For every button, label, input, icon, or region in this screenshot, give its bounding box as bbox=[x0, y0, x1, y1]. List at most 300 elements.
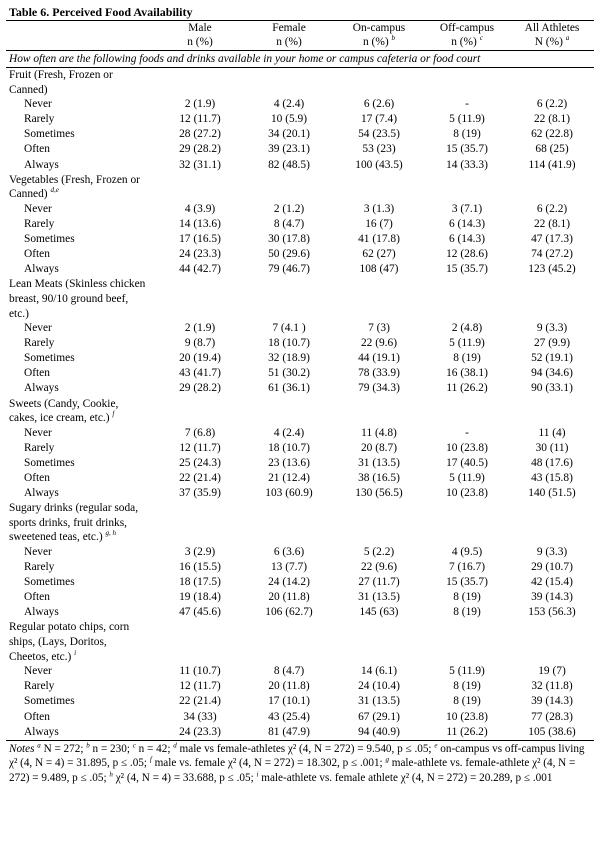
value-cell: 130 (56.5) bbox=[355, 487, 403, 500]
table-row bbox=[6, 664, 594, 679]
frequency-label: Never bbox=[24, 202, 52, 215]
value-cell: 105 (38.6) bbox=[510, 725, 594, 741]
value-cell: 103 (60.9) bbox=[265, 487, 313, 500]
table-row bbox=[6, 679, 594, 694]
value-cell: 22 (9.6) bbox=[360, 337, 398, 350]
value-cell: 39 (14.3) bbox=[531, 695, 573, 708]
value-cell: 24 (10.4) bbox=[358, 680, 400, 693]
value-cell: 21 (12.4) bbox=[268, 472, 310, 485]
note-text: on-campus vs off-campus living χ² (4, N = 4) = 31.895, p ≤ .05; bbox=[9, 742, 585, 770]
category-label bbox=[6, 68, 156, 98]
value-cell: 5 (11.9) bbox=[449, 337, 485, 350]
value-cell: 54 (23.5) bbox=[358, 128, 400, 141]
value-cell: 29 (10.7) bbox=[531, 561, 573, 574]
empty-cell bbox=[156, 277, 244, 321]
value-cell: 94 (40.9) bbox=[334, 725, 424, 741]
value-cell: 38 (16.5) bbox=[358, 472, 400, 485]
table-row bbox=[6, 590, 594, 605]
value-cell: 10 (23.8) bbox=[446, 441, 488, 454]
table-row bbox=[6, 202, 594, 217]
table-row bbox=[6, 471, 594, 486]
value-cell: 44 (19.1) bbox=[358, 352, 400, 365]
value-cell: 19 (7) bbox=[538, 665, 566, 678]
value-cell: 11 (4) bbox=[538, 426, 566, 439]
value-cell: 43 (41.7) bbox=[179, 367, 221, 380]
category-text: Sweets (Candy, Cookie, cakes, ice cream, etc.) bbox=[9, 397, 119, 425]
category-footnote-mark: g, h bbox=[105, 529, 116, 538]
table-notes bbox=[6, 741, 594, 786]
column-header-footnote-mark: b bbox=[391, 34, 395, 43]
value-cell: 114 (41.9) bbox=[528, 158, 576, 171]
table-header bbox=[6, 21, 594, 68]
column-header-footnote-mark: c bbox=[479, 34, 483, 43]
empty-cell bbox=[510, 68, 594, 98]
note-footnote-mark: c bbox=[132, 740, 136, 749]
value-cell: 20 (11.8) bbox=[268, 591, 310, 604]
table-row bbox=[6, 217, 594, 232]
frequency-label: Rarely bbox=[24, 441, 55, 454]
frequency-label: Often bbox=[24, 367, 50, 380]
value-cell: 3 (2.9) bbox=[184, 546, 216, 558]
value-cell: 8 (19) bbox=[453, 606, 481, 619]
value-cell: 24 (23.3) bbox=[156, 725, 244, 741]
note-footnote-mark: e bbox=[434, 740, 438, 749]
value-cell: 22 (21.4) bbox=[179, 695, 221, 708]
value-cell: 22 (8.1) bbox=[533, 217, 571, 230]
value-cell: 3 (7.1) bbox=[451, 202, 483, 215]
value-cell: - bbox=[465, 426, 469, 439]
note-text: χ² (4, N = 4) = 33.688, p ≤ .05; bbox=[112, 771, 257, 784]
value-cell: 22 (21.4) bbox=[179, 472, 221, 485]
value-cell: 27 (9.9) bbox=[533, 337, 571, 350]
value-cell: 9 (3.3) bbox=[536, 546, 568, 558]
value-cell: 62 (22.8) bbox=[531, 128, 573, 141]
value-cell: 140 (51.5) bbox=[528, 487, 576, 500]
value-cell: 20 (11.8) bbox=[268, 680, 310, 693]
value-cell: 39 (14.3) bbox=[531, 591, 573, 604]
notes-lead: Notes bbox=[9, 742, 35, 755]
value-cell: 15 (35.7) bbox=[446, 263, 488, 276]
category-row bbox=[6, 68, 594, 98]
column-header-unit: n (%) bbox=[363, 36, 389, 48]
category-footnote-mark: f bbox=[112, 410, 115, 419]
value-cell: 30 (17.8) bbox=[268, 233, 310, 246]
value-cell: 2 (1.9) bbox=[184, 98, 216, 111]
value-cell: 5 (11.9) bbox=[449, 665, 485, 678]
value-cell: 8 (19) bbox=[453, 680, 481, 693]
value-cell: 16 (15.5) bbox=[179, 561, 221, 574]
empty-cell bbox=[424, 277, 510, 321]
value-cell: 7 (16.7) bbox=[448, 561, 486, 574]
empty-cell bbox=[510, 277, 594, 321]
value-cell: 48 (17.6) bbox=[531, 456, 573, 469]
table-row bbox=[6, 112, 594, 127]
value-cell: 30 (11) bbox=[535, 441, 569, 454]
category-footnote-mark: i bbox=[74, 648, 77, 657]
value-cell: 34 (33) bbox=[183, 710, 217, 723]
empty-cell bbox=[424, 397, 510, 426]
frequency-label: Always bbox=[24, 158, 59, 171]
value-cell: 4 (2.4) bbox=[273, 98, 305, 111]
frequency-label: Never bbox=[24, 322, 52, 335]
note-footnote-mark: a bbox=[37, 740, 41, 749]
table-row bbox=[6, 381, 594, 396]
frequency-label: Rarely bbox=[24, 680, 55, 693]
frequency-label: Sometimes bbox=[24, 456, 75, 469]
frequency-label: Often bbox=[24, 248, 50, 261]
empty-cell bbox=[156, 68, 244, 98]
empty-cell bbox=[156, 397, 244, 426]
table-row bbox=[6, 158, 594, 173]
value-cell: 29 (28.2) bbox=[179, 382, 221, 395]
note-text: N = 272; bbox=[40, 742, 87, 755]
empty-cell bbox=[156, 620, 244, 664]
value-cell: 9 (3.3) bbox=[536, 322, 568, 335]
value-cell: 47 (17.3) bbox=[531, 233, 573, 246]
value-cell: 11 (26.2) bbox=[424, 725, 510, 741]
value-cell: 17 (10.1) bbox=[268, 695, 310, 708]
value-cell: 31 (13.5) bbox=[358, 695, 400, 708]
value-cell: 12 (11.7) bbox=[179, 113, 221, 126]
empty-cell bbox=[156, 501, 244, 545]
value-cell: 12 (28.6) bbox=[446, 248, 488, 261]
category-row bbox=[6, 277, 594, 321]
value-cell: 18 (10.7) bbox=[268, 337, 310, 350]
value-cell: 37 (35.9) bbox=[179, 487, 221, 500]
value-cell: 79 (34.3) bbox=[358, 382, 400, 395]
table-row bbox=[6, 351, 594, 366]
value-cell: 62 (27) bbox=[362, 248, 396, 261]
value-cell: 51 (30.2) bbox=[268, 367, 310, 380]
value-cell: 4 (9.5) bbox=[451, 546, 483, 558]
value-cell: 17 (7.4) bbox=[360, 113, 398, 126]
value-cell: 6 (2.2) bbox=[536, 202, 568, 215]
table-title: Table 6. Perceived Food Availability bbox=[6, 5, 594, 21]
empty-cell bbox=[510, 397, 594, 426]
empty-cell bbox=[424, 501, 510, 545]
value-cell: 8 (19) bbox=[453, 591, 481, 604]
frequency-label: Never bbox=[24, 665, 52, 678]
value-cell: 14 (33.3) bbox=[446, 158, 488, 171]
value-cell: 145 (63) bbox=[359, 606, 399, 619]
note-footnote-mark: f bbox=[149, 755, 152, 764]
value-cell: 44 (42.7) bbox=[179, 263, 221, 276]
empty-cell bbox=[334, 173, 424, 202]
value-cell: 12 (11.7) bbox=[179, 441, 221, 454]
value-cell: 78 (33.9) bbox=[358, 367, 400, 380]
table-row bbox=[6, 694, 594, 709]
empty-cell bbox=[244, 68, 334, 98]
empty-cell bbox=[244, 173, 334, 202]
category-label bbox=[6, 173, 156, 202]
note-footnote-mark: i bbox=[256, 770, 259, 779]
note-text: n = 42; bbox=[135, 742, 174, 755]
value-cell: 31 (13.5) bbox=[358, 456, 400, 469]
note-text: male vs female-athletes χ² (4, N = 272) = 9.540, p ≤ .05; bbox=[176, 742, 435, 755]
empty-cell bbox=[510, 173, 594, 202]
value-cell: 8 (19) bbox=[453, 352, 481, 365]
frequency-label: Always bbox=[24, 487, 59, 500]
value-cell: 4 (2.4) bbox=[273, 426, 305, 439]
category-label bbox=[6, 277, 156, 321]
value-cell: 5 (2.2) bbox=[363, 546, 395, 558]
value-cell: 42 (15.4) bbox=[531, 576, 573, 589]
table-row bbox=[6, 232, 594, 247]
value-cell: 22 (9.6) bbox=[360, 561, 398, 574]
value-cell: 9 (8.7) bbox=[184, 337, 216, 350]
value-cell: 28 (27.2) bbox=[179, 128, 221, 141]
category-row bbox=[6, 620, 594, 664]
value-cell: 16 (38.1) bbox=[446, 367, 488, 380]
table-row bbox=[6, 366, 594, 381]
table-row bbox=[6, 441, 594, 456]
column-header bbox=[244, 21, 334, 51]
value-cell: 153 (56.3) bbox=[528, 606, 576, 619]
value-cell: 14 (6.1) bbox=[360, 665, 398, 678]
column-header bbox=[424, 21, 510, 51]
value-cell: 7 (3) bbox=[368, 322, 390, 335]
empty-cell bbox=[424, 173, 510, 202]
value-cell: 79 (46.7) bbox=[268, 263, 310, 276]
value-cell: 8 (4.7) bbox=[273, 217, 305, 230]
frequency-label: Rarely bbox=[24, 113, 55, 126]
column-header-unit: N (%) bbox=[534, 36, 563, 48]
column-header-title: Male bbox=[188, 22, 212, 34]
frequency-label: Never bbox=[24, 546, 52, 558]
empty-cell bbox=[244, 397, 334, 426]
frequency-label: Rarely bbox=[24, 217, 55, 230]
table-row bbox=[6, 247, 594, 262]
category-text: Vegetables (Fresh, Frozen or Canned) bbox=[9, 173, 140, 201]
value-cell: 6 (2.6) bbox=[363, 98, 395, 111]
table-row bbox=[6, 605, 594, 620]
empty-cell bbox=[334, 277, 424, 321]
value-cell: 11 (10.7) bbox=[179, 665, 221, 678]
table-row bbox=[6, 560, 594, 575]
value-cell: 43 (15.8) bbox=[531, 472, 573, 485]
value-cell: 32 (11.8) bbox=[531, 680, 573, 693]
value-cell: - bbox=[465, 98, 469, 111]
value-cell: 10 (23.8) bbox=[446, 487, 488, 500]
value-cell: 108 (47) bbox=[359, 263, 399, 276]
value-cell: 5 (11.9) bbox=[449, 113, 485, 126]
column-header bbox=[334, 21, 424, 51]
value-cell: 41 (17.8) bbox=[358, 233, 400, 246]
value-cell: 12 (11.7) bbox=[179, 680, 221, 693]
frequency-label: Never bbox=[24, 426, 52, 439]
value-cell: 25 (24.3) bbox=[179, 456, 221, 469]
empty-cell bbox=[156, 173, 244, 202]
frequency-label: Sometimes bbox=[24, 128, 75, 141]
column-header-empty bbox=[6, 21, 156, 51]
category-row bbox=[6, 501, 594, 545]
note-text: n = 230; bbox=[89, 742, 133, 755]
frequency-label: Rarely bbox=[24, 337, 55, 350]
value-cell: 52 (19.1) bbox=[531, 352, 573, 365]
note-footnote-mark: g bbox=[385, 755, 389, 764]
column-header-title: Female bbox=[272, 22, 306, 34]
value-cell: 2 (4.8) bbox=[451, 322, 483, 335]
table-page bbox=[6, 0, 594, 786]
value-cell: 24 (23.3) bbox=[179, 248, 221, 261]
column-header-unit: n (%) bbox=[451, 36, 477, 48]
table-body bbox=[6, 68, 594, 741]
value-cell: 43 (25.4) bbox=[268, 710, 310, 723]
frequency-label: Always bbox=[6, 725, 156, 741]
value-cell: 8 (19) bbox=[453, 128, 481, 141]
value-cell: 22 (8.1) bbox=[533, 113, 571, 126]
note-text: male-athlete vs. female-athlete χ² (4, N = 272) = 9.489, p ≤ .05; bbox=[9, 757, 576, 784]
value-cell: 24 (14.2) bbox=[268, 576, 310, 589]
value-cell: 16 (7) bbox=[365, 217, 393, 230]
frequency-label: Rarely bbox=[24, 561, 55, 574]
frequency-label: Never bbox=[24, 98, 52, 111]
value-cell: 47 (45.6) bbox=[179, 606, 221, 619]
category-footnote-mark: d,e bbox=[50, 186, 59, 195]
value-cell: 94 (34.6) bbox=[531, 367, 573, 380]
column-header-title: On-campus bbox=[352, 22, 406, 34]
category-text: Sugary drinks (regular soda, sports drinks, fruit drinks, sweetened teas, etc.) bbox=[9, 502, 139, 544]
column-header-footnote-mark: a bbox=[565, 34, 570, 43]
table-row bbox=[6, 336, 594, 351]
value-cell: 20 (8.7) bbox=[360, 441, 398, 454]
category-row bbox=[6, 397, 594, 426]
value-cell: 31 (13.5) bbox=[358, 591, 400, 604]
frequency-label: Often bbox=[24, 143, 50, 156]
value-cell: 20 (19.4) bbox=[179, 352, 221, 365]
value-cell: 27 (11.7) bbox=[358, 576, 400, 589]
frequency-label: Often bbox=[24, 472, 50, 485]
value-cell: 74 (27.2) bbox=[531, 248, 573, 261]
table-row bbox=[6, 545, 594, 560]
value-cell: 82 (48.5) bbox=[268, 158, 310, 171]
value-cell: 29 (28.2) bbox=[179, 143, 221, 156]
value-cell: 10 (23.8) bbox=[446, 710, 488, 723]
frequency-label: Sometimes bbox=[24, 352, 75, 365]
value-cell: 14 (13.6) bbox=[179, 217, 221, 230]
value-cell: 68 (25) bbox=[535, 143, 569, 156]
value-cell: 34 (20.1) bbox=[268, 128, 310, 141]
frequency-label: Often bbox=[24, 710, 50, 723]
column-header-unit: n (%) bbox=[187, 36, 213, 48]
value-cell: 15 (35.7) bbox=[446, 576, 488, 589]
frequency-label: Always bbox=[24, 606, 59, 619]
value-cell: 81 (47.9) bbox=[244, 725, 334, 741]
value-cell: 67 (29.1) bbox=[358, 710, 400, 723]
table-row bbox=[6, 456, 594, 471]
category-label bbox=[6, 620, 156, 664]
value-cell: 39 (23.1) bbox=[268, 143, 310, 156]
empty-cell bbox=[510, 501, 594, 545]
value-cell: 19 (18.4) bbox=[179, 591, 221, 604]
value-cell: 7 (4.1 ) bbox=[272, 322, 306, 335]
empty-cell bbox=[424, 68, 510, 98]
column-header bbox=[510, 21, 594, 51]
value-cell: 17 (40.5) bbox=[446, 456, 488, 469]
category-label bbox=[6, 501, 156, 545]
value-cell: 53 (23) bbox=[362, 143, 396, 156]
category-text: Regular potato chips, corn ships, (Lays, Doritos, Cheetos, etc.) bbox=[9, 621, 130, 663]
frequency-label: Sometimes bbox=[24, 576, 75, 589]
value-cell: 32 (18.9) bbox=[268, 352, 310, 365]
value-cell: 106 (62.7) bbox=[265, 606, 313, 619]
empty-cell bbox=[334, 68, 424, 98]
empty-cell bbox=[244, 501, 334, 545]
table-row bbox=[6, 486, 594, 501]
value-cell: 18 (17.5) bbox=[179, 576, 221, 589]
value-cell: 90 (33.1) bbox=[531, 382, 573, 395]
table-row bbox=[6, 710, 594, 725]
empty-cell bbox=[244, 620, 334, 664]
category-label bbox=[6, 397, 156, 426]
empty-cell bbox=[334, 501, 424, 545]
frequency-label: Always bbox=[24, 382, 59, 395]
value-cell: 7 (6.8) bbox=[184, 426, 216, 439]
value-cell: 10 (5.9) bbox=[270, 113, 308, 126]
empty-cell bbox=[334, 397, 424, 426]
question-text: How often are the following foods and drinks available in your home or campus cafeteria or food court bbox=[6, 51, 594, 68]
value-cell: 13 (7.7) bbox=[270, 561, 308, 574]
frequency-label: Sometimes bbox=[24, 233, 75, 246]
value-cell: 123 (45.2) bbox=[528, 263, 576, 276]
note-footnote-mark: d bbox=[173, 740, 177, 749]
value-cell: 8 (19) bbox=[453, 695, 481, 708]
column-header-row bbox=[6, 21, 594, 51]
table-row bbox=[6, 142, 594, 157]
value-cell: 100 (43.5) bbox=[355, 158, 403, 171]
note-footnote-mark: h bbox=[109, 770, 113, 779]
empty-cell bbox=[424, 620, 510, 664]
table-row bbox=[6, 426, 594, 441]
category-row bbox=[6, 173, 594, 202]
value-cell: 17 (16.5) bbox=[179, 233, 221, 246]
value-cell: 18 (10.7) bbox=[268, 441, 310, 454]
food-availability-table bbox=[6, 21, 594, 741]
question-row bbox=[6, 51, 594, 68]
value-cell: 32 (31.1) bbox=[179, 158, 221, 171]
table-row bbox=[6, 262, 594, 277]
value-cell: 50 (29.6) bbox=[268, 248, 310, 261]
empty-cell bbox=[510, 620, 594, 664]
note-text: male vs. female χ² (4, N = 272) = 18.302, p ≤ .001; bbox=[151, 757, 386, 770]
note-footnote-mark: b bbox=[86, 740, 90, 749]
empty-cell bbox=[244, 277, 334, 321]
value-cell: 2 (1.2) bbox=[273, 202, 305, 215]
value-cell: 11 (26.2) bbox=[446, 382, 488, 395]
frequency-label: Sometimes bbox=[24, 695, 75, 708]
value-cell: 23 (13.6) bbox=[268, 456, 310, 469]
value-cell: 6 (2.2) bbox=[536, 98, 568, 111]
value-cell: 11 (4.8) bbox=[361, 426, 397, 439]
frequency-label: Often bbox=[24, 591, 50, 604]
value-cell: 77 (28.3) bbox=[531, 710, 573, 723]
value-cell: 8 (4.7) bbox=[273, 665, 305, 678]
value-cell: 6 (14.3) bbox=[448, 233, 486, 246]
value-cell: 4 (3.9) bbox=[184, 202, 216, 215]
value-cell: 5 (11.9) bbox=[449, 472, 485, 485]
column-header-unit: n (%) bbox=[276, 36, 302, 48]
category-text: Lean Meats (Skinless chicken breast, 90/10 ground beef, etc.) bbox=[9, 278, 146, 320]
value-cell: 3 (1.3) bbox=[363, 202, 395, 215]
value-cell: 15 (35.7) bbox=[446, 143, 488, 156]
note-text: male-athlete vs. female athlete χ² (4, N = 272) = 20.289, p ≤ .001 bbox=[258, 771, 553, 784]
value-cell: 2 (1.9) bbox=[184, 322, 216, 335]
value-cell: 6 (3.6) bbox=[273, 546, 305, 558]
table-row bbox=[6, 97, 594, 112]
value-cell: 6 (14.3) bbox=[448, 217, 486, 230]
column-header-title: All Athletes bbox=[524, 22, 580, 34]
table-row bbox=[6, 321, 594, 336]
